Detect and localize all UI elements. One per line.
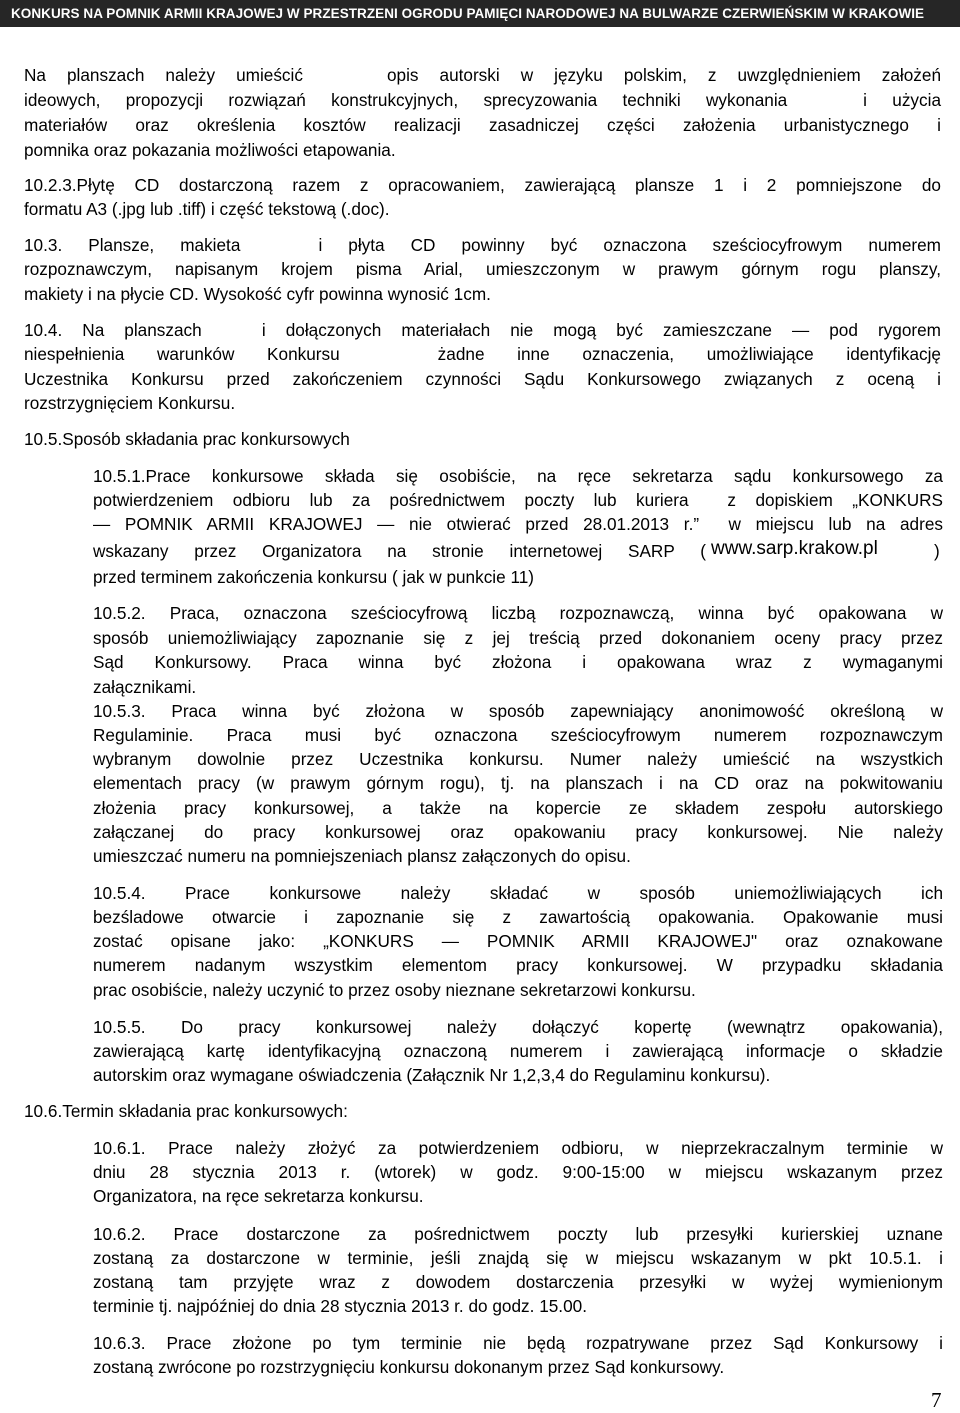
text-line: 10.2.3.Płytę CD dostarczoną razem z opracowaniem, zawierającą plansze 1 i 2 pomniejszone do bbox=[24, 175, 941, 195]
text-line: formatu A3 (.jpg lub .tiff) i część tekstową (.doc). bbox=[24, 199, 390, 219]
text-line: terminie tj. najpóźniej do dnia 28 stycznia 2013 r. do godz. 15.00. bbox=[93, 1296, 587, 1316]
running-header-bar bbox=[0, 0, 960, 27]
text-line: makiety i na płycie CD. Wysokość cyfr powinna wynosić 1cm. bbox=[24, 284, 491, 304]
text-line: Sąd Konkursowy. Praca winna być złożona i opakowana wraz z wymaganymi bbox=[93, 652, 943, 672]
page-number: 7 bbox=[931, 1388, 942, 1412]
text-line: materiałów oraz określenia kosztów realizacji zasadniczej części założenia urbanistycznego i bbox=[24, 115, 941, 135]
text-line: 10.4. Na planszach i dołączonych materiałach nie mogą być zamieszczane — pod rygorem bbox=[24, 320, 941, 340]
text-line: 10.6.1. Prace należy złożyć za potwierdzeniem odbioru, w nieprzekraczalnym terminie w bbox=[93, 1138, 943, 1158]
text-line: przed terminem zakończenia konkursu ( jak w punkcie 11) bbox=[93, 567, 535, 587]
text-line: Regulaminie. Praca musi być oznaczona sześciocyfrowym numerem rozpoznawczym bbox=[93, 725, 943, 745]
text-line: rozstrzygnięciem Konkursu. bbox=[24, 393, 236, 413]
text-line: 10.3. Plansze, makieta i płyta CD powinny być oznaczona sześciocyfrowym numerem bbox=[24, 235, 941, 255]
text-line: Na planszach należy umieścić opis autorski w języku polskim, z uwzględnieniem założeń bbox=[24, 65, 941, 85]
text-line: 10.5.4. Prace konkursowe należy składać w sposób uniemożliwiających ich bbox=[93, 883, 943, 903]
text-line: umieszczać numeru na pomniejszeniach plansz załączonych do opisu. bbox=[93, 846, 631, 866]
text-line: autorskim oraz wymagane oświadczenia (Załącznik Nr 1,2,3,4 do Regulaminu konkursu). bbox=[93, 1065, 771, 1085]
text-line: rozpoznawczym, napisanym krojem pisma Arial, umieszczonym w prawym górnym rogu planszy, bbox=[24, 259, 941, 279]
text-line: Uczestnika Konkursu przed zakończeniem czynności Sądu Konkursowego związanych z oceną i bbox=[24, 369, 941, 389]
text-line: elementach pracy (w prawym górnym rogu), tj. na planszach i na CD oraz na pokwitowaniu bbox=[93, 773, 943, 793]
text-line: 10.5.2. Praca, oznaczona sześciocyfrową liczbą rozpoznawczą, winna być opakowana w bbox=[93, 603, 943, 623]
text-line: zostaną zwrócone po rozstrzygnięciu konkursu dokonanym przez Sąd konkursowy. bbox=[93, 1357, 725, 1377]
text-line: dniu 28 stycznia 2013 r. (wtorek) w godz. 9:00-15:00 w miejscu wskazanym przez bbox=[93, 1162, 943, 1182]
text-line: numerem nadanym wszystkim elementom pracy konkursowej. W przypadku składania bbox=[93, 955, 943, 975]
text-line: załącznikami. bbox=[93, 677, 197, 697]
running-header: KONKURS NA POMNIK ARMII KRAJOWEJ W PRZESTRZENI OGRODU PAMIĘCI NARODOWEJ NA BULWARZE CZERWIEŃSKIM W KRAKOWIE bbox=[11, 6, 925, 21]
sarp-website-link[interactable]: www.sarp.krakow.pl bbox=[711, 538, 878, 559]
text-line: 10.6.3. Prace złożone po tym terminie nie będą rozpatrywane przez Sąd Konkursowy i bbox=[93, 1333, 943, 1353]
text-line: 10.5.5. Do pracy konkursowej należy dołączyć kopertę (wewnątrz opakowania), bbox=[93, 1017, 943, 1037]
text-line: zostać opisane jako: „KONKURS — POMNIK ARMII KRAJOWEJ" oraz oznakowane bbox=[93, 931, 943, 951]
text-line: niespełnienia warunków Konkursu żadne inne oznaczenia, umożliwiające identyfikację bbox=[24, 344, 941, 364]
text-line: zostaną za dostarczone w terminie, jeśli znajdą się w miejscu wskazanym w pkt 10.5.1. i bbox=[93, 1248, 943, 1268]
text-line: bezśladowe otwarcie i zapoznanie się z zawartością opakowania. Opakowanie musi bbox=[93, 907, 943, 927]
text-line: Organizatora, na ręce sekretarza konkursu. bbox=[93, 1186, 424, 1206]
text-line: wybranym dowolnie przez Uczestnika konkursu. Numer należy umieścić na wszystkich bbox=[93, 749, 943, 769]
text-line: — POMNIK ARMII KRAJOWEJ — nie otwierać przed 28.01.2013 r.” w miejscu lub na adres bbox=[93, 514, 943, 534]
text-line: zawierającą kartę identyfikacyjną oznaczoną numerem i zawierającą informacje o składzie bbox=[93, 1041, 943, 1061]
text-line: wskazany przez Organizatora na stronie internetowej SARP ( bbox=[93, 541, 706, 561]
text-line: załączanej do pracy konkursowej oraz opakowaniu pracy konkursowej. Nie należy bbox=[93, 822, 943, 842]
text-line: 10.5.1.Prace konkursowe składa się osobiście, na ręce sekretarza sądu konkursowego za bbox=[93, 466, 943, 486]
text-line: zostaną tam przyjęte wraz z dowodem dostarczenia przesyłki w wyżej wymienionym bbox=[93, 1272, 943, 1292]
text-line: potwierdzeniem odbioru lub za pośrednictwem poczty lub kuriera z dopiskiem „KONKURS bbox=[93, 490, 943, 510]
text-line: pomnika oraz pokazania możliwości etapowania. bbox=[24, 140, 396, 160]
text-line: ideowych, propozycji rozwiązań konstrukcyjnych, sprecyzowania techniki wykonania i użycia bbox=[24, 90, 941, 110]
text-line: 10.6.Termin składania prac konkursowych: bbox=[24, 1101, 348, 1121]
text-line: złożenia pracy konkursowej, a także na kopercie ze składem zespołu autorskiego bbox=[93, 798, 943, 818]
text-line: ) bbox=[934, 541, 940, 561]
text-line: 10.6.2. Prace dostarczone za pośrednictwem poczty lub przesyłki kurierskiej uznane bbox=[93, 1224, 943, 1244]
text-line: 10.5.3. Praca winna być złożona w sposób zapewniający anonimowość określoną w bbox=[93, 701, 943, 721]
text-line: sposób uniemożliwiający zapoznanie się z jej treścią przed dokonaniem oceny pracy przez bbox=[93, 628, 943, 648]
text-line: 10.5.Sposób składania prac konkursowych bbox=[24, 429, 350, 449]
text-line: prac osobiście, należy uczynić to przez osoby nieznane sekretarzowi konkursu. bbox=[93, 980, 696, 1000]
